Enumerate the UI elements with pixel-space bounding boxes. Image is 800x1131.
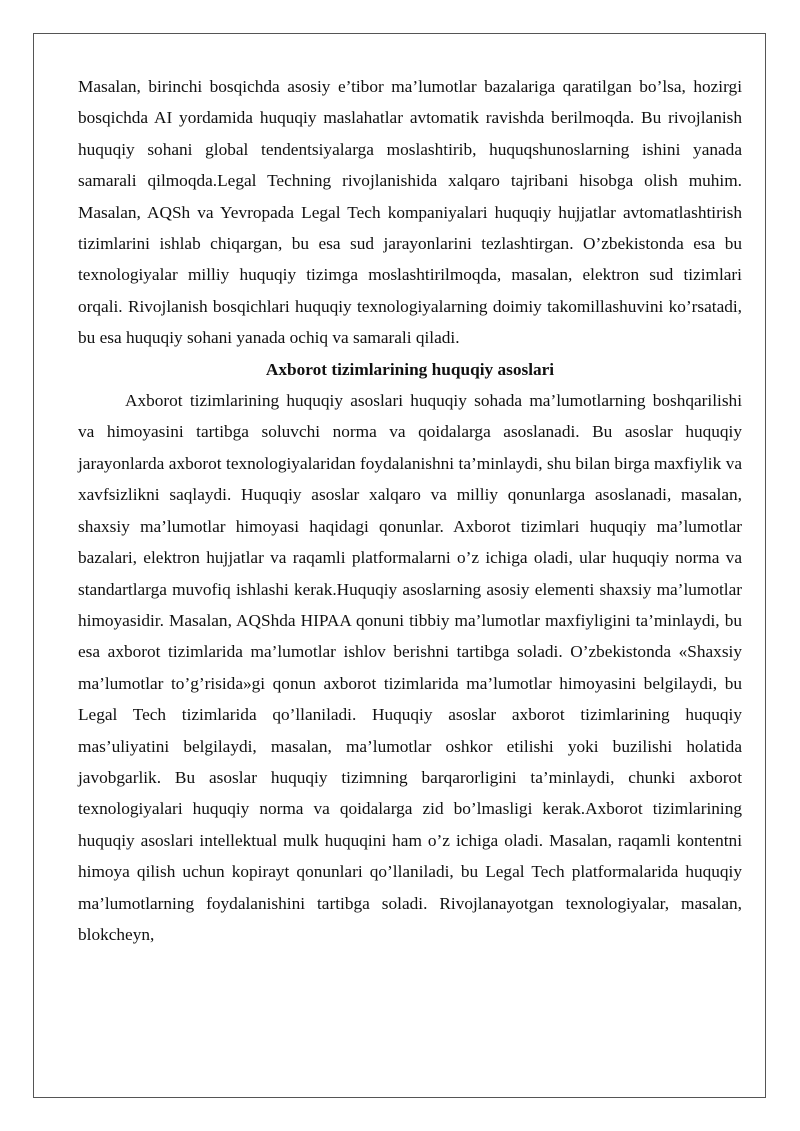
section-heading: Axborot tizimlarining huquqiy asoslari xyxy=(265,359,555,379)
body-paragraph: Masalan, birinchi bosqichda asosiy e’tibor ma’lumotlar bazalariga qaratilgan bo’lsa, hozirgi bosqichda AI yordamida huquqiy maslahatlar avtomatik ravishda berilmoqda. Bu rivojlanish huquqiy sohani global tendentsiyalarga moslashtirib, huquqshunoslarning ishini yanada samarali qilmoqda.Legal Techning rivojlanishida xalqaro tajribani hisobga olish muhim. Masalan, AQSh va Yevropada Legal Tech kompaniyalari huquqiy hujjatlar avtomatlashtirish tizimlarini ishlab chiqargan, bu esa sud jarayonlarini tezlashtirgan. O’zbekistonda esa bu texnologiyalar milliy huquqiy tizimga moslashtirilmoqda, masalan, elektron sud tizimlari orqali. Rivojlanish bosqichlari huquqiy texnologiyalarning doimiy takomillashuvini ko’rsatadi, bu esa huquqiy sohani yanada ochiq va samarali qiladi. xyxy=(78,77,742,348)
body-paragraph: Axborot tizimlarining huquqiy asoslari huquqiy sohada ma’lumotlarning boshqarilishi va himoyasini tartibga soluvchi norma va qoidalarga asoslanadi. Bu asoslar huquqiy jarayonlarda axborot texnologiyalaridan foydalanishni ta’minlaydi, shu bilan birga maxfiylik va xavfsizlikni saqlaydi. Huquqiy asoslar xalqaro va milliy qonunlarga asoslanadi, masalan, shaxsiy ma’lumotlar himoyasi haqidagi qonunlar. Axborot tizimlari huquqiy ma’lumotlar bazalari, elektron hujjatlar va raqamli platformalarni o’z ichiga oladi, ular huquqiy norma va standartlarga muvofiq ishlashi kerak.Huquqiy asoslarning asosiy elementi shaxsiy ma’lumotlar himoyasidir. Masalan, AQShda HIPAA qonuni tibbiy ma’lumotlar maxfiyligini ta’minlaydi, bu esa axborot tizimlarida ma’lumotlar ishlov berishni tartibga soladi. O’zbekistonda «Shaxsiy ma’lumotlar to’g’risida»gi qonun axborot tizimlarida ma’lumotlar himoyasini belgilaydi, bu Legal Tech tizimlarida qo’llaniladi. Huquqiy asoslar axborot tizimlarining huquqiy mas’uliyatini belgilaydi, masalan, ma’lumotlar oshkor etilishi yoki buzilishi holatida javobgarlik. Bu asoslar huquqiy tizimning barqarorligini ta’minlaydi, chunki axborot texnologiyalari huquqiy norma va qoidalarga zid bo’lmasligi kerak.Axborot tizimlarining huquqiy asoslari intellektual mulk huquqini ham o’z ichiga oladi. Masalan, raqamli kontentni himoya qilish uchun kopirayt qonunlari qo’llaniladi, bu Legal Tech platformalarida huquqiy ma’lumotlarning foydalanishini tartibga soladi. Rivojlanayotgan texnologiyalar, masalan, blokcheyn, xyxy=(78,391,742,944)
document-body xyxy=(78,71,742,950)
